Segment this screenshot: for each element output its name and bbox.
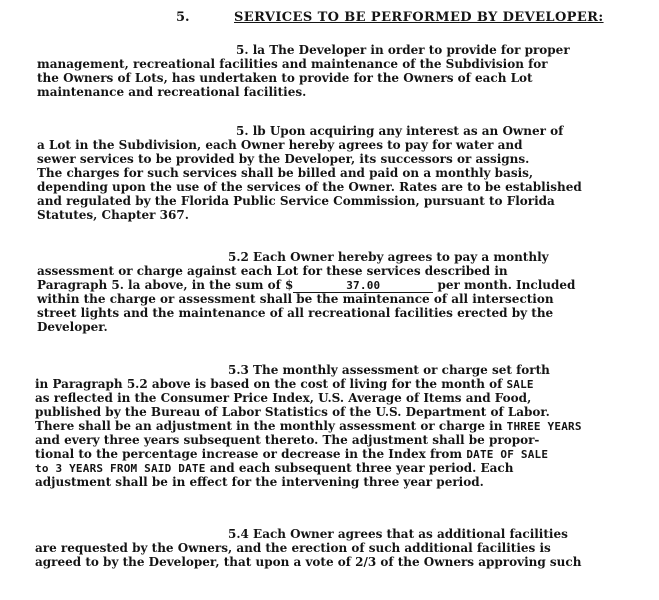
text-segment: per month. Included xyxy=(433,278,576,292)
text-line: street lights and the maintenance of all recreational facilities erected by the xyxy=(37,306,554,320)
amount-field xyxy=(293,279,433,293)
text-line: management, recreational facilities and maintenance of the Subdivision for xyxy=(37,57,548,71)
text-line: Developer. xyxy=(37,320,108,334)
typed-entry-end: to 3 YEARS FROM SAID DATE xyxy=(35,462,206,475)
section-number: 5. xyxy=(176,10,190,25)
monthly-amount: 37.00 xyxy=(346,279,381,292)
text-segment: in Paragraph 5.2 above is based on the cost of living for the month of xyxy=(35,377,507,391)
text-line: 5. lb Upon acquiring any interest as an Owner of xyxy=(236,124,564,138)
text-line: assessment or charge against each Lot for these services described in xyxy=(37,264,508,278)
text-line: sewer services to be provided by the Developer, its successors or assigns. xyxy=(37,152,530,166)
text-line: published by the Bureau of Labor Statistics of the U.S. Department of Labor. xyxy=(35,405,550,419)
text-line: and every three years subsequent thereto. The adjustment shall be propor- xyxy=(35,433,540,447)
text-line: adjustment shall be in effect for the intervening three year period. xyxy=(35,475,484,489)
text-line: are requested by the Owners, and the erection of such additional facilities is xyxy=(35,541,551,555)
text-segment: and each subsequent three year period. Each xyxy=(205,461,514,475)
text-line: 5.2 Each Owner hereby agrees to pay a monthly xyxy=(228,250,549,264)
text-line: maintenance and recreational facilities. xyxy=(37,85,307,99)
text-line: and regulated by the Florida Public Service Commission, pursuant to Florida xyxy=(37,194,555,208)
text-line: 5.3 The monthly assessment or charge set forth xyxy=(228,363,550,377)
text-line: depending upon the use of the services of the Owner. Rates are to be established xyxy=(37,180,582,194)
text-line: the Owners of Lots, has undertaken to provide for the Owners of each Lot xyxy=(37,71,533,85)
text-line: agreed to by the Developer, that upon a vote of 2/3 of the Owners approving such xyxy=(35,555,582,569)
typed-entry-month: SALE xyxy=(506,378,534,391)
text-line: within the charge or assessment shall be the maintenance of all intersection xyxy=(37,292,554,306)
typed-entry-interval: THREE YEARS xyxy=(506,420,582,433)
text-segment: tional to the percentage increase or decrease in the Index from xyxy=(35,447,467,461)
text-segment: There shall be an adjustment in the monthly assessment or charge in xyxy=(35,419,507,433)
text-line xyxy=(35,377,534,392)
section-title: SERVICES TO BE PERFORMED BY DEVELOPER: xyxy=(234,10,604,25)
text-segment: Paragraph 5. la above, in the sum of $ xyxy=(37,278,294,292)
text-line: The charges for such services shall be billed and paid on a monthly basis, xyxy=(37,166,534,180)
text-line: 5.4 Each Owner agrees that as additional facilities xyxy=(228,527,568,541)
text-line xyxy=(35,447,548,462)
text-line xyxy=(35,419,582,434)
text-line: as reflected in the Consumer Price Index, U.S. Average of Items and Food, xyxy=(35,391,532,405)
text-line: Statutes, Chapter 367. xyxy=(37,208,189,222)
text-line xyxy=(35,461,513,476)
text-line xyxy=(37,278,575,293)
text-line: 5. la The Developer in order to provide for proper xyxy=(236,43,570,57)
typed-entry-start: DATE OF SALE xyxy=(466,448,549,461)
text-line: a Lot in the Subdivision, each Owner hereby agrees to pay for water and xyxy=(37,138,523,152)
